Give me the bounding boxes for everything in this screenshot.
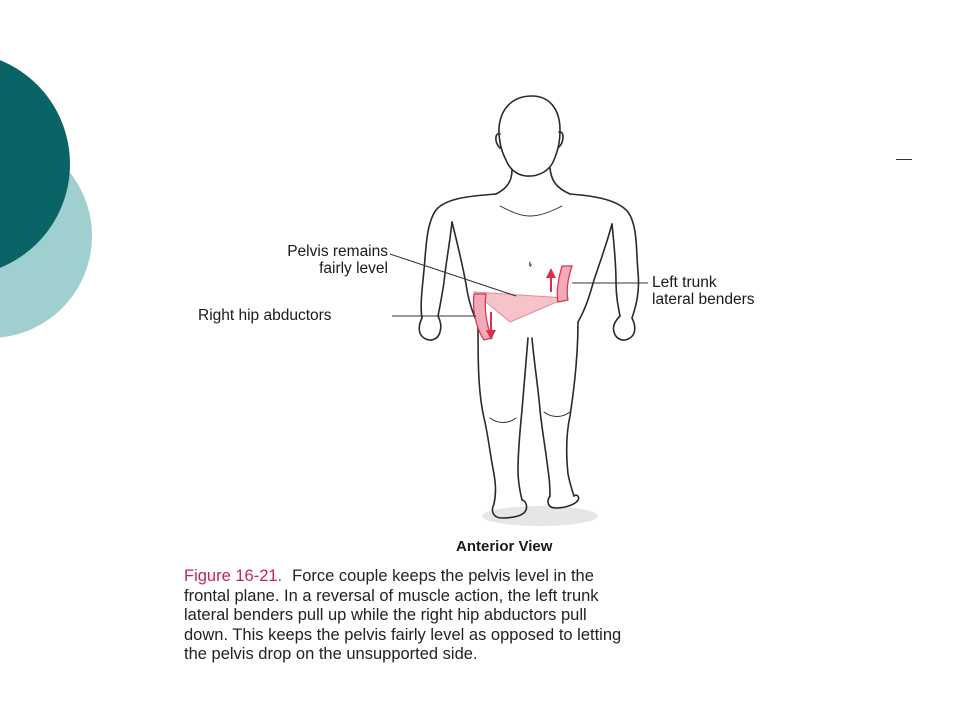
left-leg-inner (532, 338, 550, 496)
left-leg-outer (567, 322, 578, 496)
pelvis-highlight (474, 292, 566, 322)
right-leg-outer (478, 324, 496, 504)
floor-shadow (482, 506, 598, 526)
navel (530, 262, 531, 266)
pelvis-leader-line (390, 254, 516, 296)
up-arrow (546, 268, 556, 292)
left-hand (613, 316, 634, 340)
caption-line2: frontal plane. In a reversal of muscle action, the left trunk (184, 586, 599, 605)
caption-line1 (184, 567, 824, 587)
caption-line3: lateral benders pull up while the right hip abductors pull (184, 606, 587, 624)
right-hip-abductors-label: Right hip abductors (198, 307, 332, 324)
left-trunk-label-line2: lateral benders (652, 291, 755, 308)
figure-number: Figure 16-21. (184, 567, 283, 585)
caption-line4: down. This keeps the pelvis fairly level as opposed to letting (184, 625, 622, 644)
neck-left (496, 170, 512, 194)
pelvis-label-line1: Pelvis remains (287, 243, 388, 260)
left-trunk-label (652, 274, 755, 308)
left-trunk-label-line1: Left trunk (652, 274, 717, 291)
caption-line1-text: Force couple keeps the pelvis level in the (292, 567, 594, 585)
pelvis-label-line2: fairly level (319, 260, 388, 277)
right-leg-inner (518, 338, 528, 500)
view-title: Anterior View (456, 538, 553, 555)
right-arm-inner (438, 222, 452, 316)
neck-right (550, 168, 570, 194)
torso-left-side (578, 224, 612, 322)
chest-line (500, 206, 562, 216)
left-knee (544, 412, 570, 417)
left-trunk-benders-muscle (557, 266, 572, 302)
left-arm-inner (612, 224, 620, 316)
left-foot (548, 495, 579, 508)
left-shoulder-arm-outer (570, 194, 639, 318)
right-knee (490, 418, 516, 423)
pelvis-label (236, 243, 388, 277)
head (499, 96, 560, 176)
right-hand (419, 316, 441, 340)
figure-caption (184, 567, 824, 665)
caption-line5: the pelvis drop on the unsupported side. (184, 645, 478, 663)
